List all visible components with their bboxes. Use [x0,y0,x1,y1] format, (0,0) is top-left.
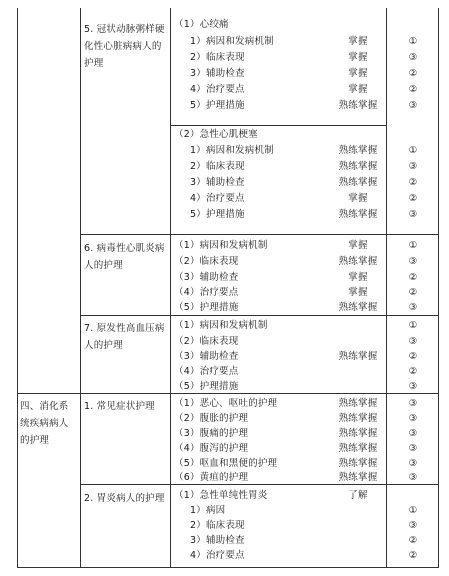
item-label: 2）临床表现 [190,161,245,172]
item-level: ① [408,320,418,331]
item-requirement: 熟练掌握 [338,177,378,188]
item-requirement: 熟练掌握 [338,443,378,454]
item-level: ③ [408,100,418,111]
row-divider-chapter-4 [17,393,438,394]
item-requirement: 熟练掌握 [338,458,378,469]
topic-7-title: 7. 原发性高血压病人的护理 [84,323,165,351]
item-level: ② [408,535,418,546]
item-label: （1）病因和发病机制 [174,240,268,251]
item-requirement: 熟练掌握 [338,472,378,483]
item-requirement: 熟练掌握 [338,256,378,267]
item-level: ② [408,177,418,188]
item-label: 3）辅助检查 [190,68,245,79]
item-level: ① [408,145,418,156]
item-label: 4）治疗要点 [190,193,245,204]
item-label: 3）辅助检查 [190,535,245,546]
chapter-4-title: 四、消化系统疾病病人的护理 [20,401,69,446]
item-level: ③ [408,520,418,531]
item-level: ② [408,550,418,561]
topic-6-title: 6. 病毒性心肌炎病人的护理 [84,243,165,271]
item-level: ③ [408,336,418,347]
item-level: ① [408,36,418,47]
item-level: ③ [408,458,418,469]
item-label: （6）黄疸的护理 [174,472,249,483]
item-level: ③ [408,472,418,483]
group-acute-gastritis-title: （1）急性单纯性胃炎 [174,490,268,501]
item-requirement: 掌握 [348,36,368,47]
item-level: ③ [408,302,418,313]
item-requirement: 熟练掌握 [338,145,378,156]
row-divider-topic-7 [81,315,438,316]
item-level: ① [408,240,418,251]
group-angina-title: （1）心绞痛 [174,19,229,30]
item-requirement: 掌握 [348,84,368,95]
item-level: ② [408,272,418,283]
item-label: 5）护理措施 [190,209,245,220]
item-requirement: 掌握 [348,240,368,251]
item-label: 1）病因和发病机制 [190,145,274,156]
item-requirement: 熟练掌握 [338,161,378,172]
item-label: 4）治疗要点 [190,84,245,95]
item-requirement: 熟练掌握 [338,398,378,409]
item-level: ③ [408,428,418,439]
item-requirement: 掌握 [348,52,368,63]
item-label: 1）病因 [190,505,226,516]
item-level: ③ [408,381,418,392]
item-level: ③ [408,413,418,424]
item-level: ③ [408,256,418,267]
item-level: ③ [408,161,418,172]
item-label: 5）护理措施 [190,100,245,111]
item-level: ② [408,366,418,377]
item-label: （4）腹泻的护理 [174,443,249,454]
row-divider-topic-6 [81,234,438,235]
item-level: ③ [408,209,418,220]
item-level: ③ [408,52,418,63]
item-requirement: 熟练掌握 [338,413,378,424]
item-label: 2）临床表现 [190,52,245,63]
item-label: （2）临床表现 [174,256,239,267]
item-label: （1）恶心、呕吐的护理 [174,398,278,409]
item-requirement: 熟练掌握 [338,302,378,313]
item-requirement: 熟练掌握 [338,100,378,111]
topic-2-title: 2. 胃炎病人的护理 [84,493,165,504]
item-requirement: 掌握 [348,193,368,204]
item-label: （5）护理措施 [174,302,239,313]
group-requirement: 了解 [348,490,368,501]
item-label: 3）辅助检查 [190,177,245,188]
item-level: ② [408,193,418,204]
item-label: （3）腹痛的护理 [174,428,249,439]
row-divider-cad-subgroup [171,125,386,126]
item-label: 2）临床表现 [190,520,245,531]
row-divider-topic-2 [81,484,438,485]
item-level: ② [408,84,418,95]
item-level: ① [408,505,418,516]
item-label: （2）腹胀的护理 [174,413,249,424]
table-border-bottom [17,567,438,568]
item-label: 4）治疗要点 [190,550,245,561]
item-label: （3）辅助检查 [174,272,239,283]
item-label: 1）病因和发病机制 [190,36,274,47]
item-requirement: 掌握 [348,287,368,298]
item-requirement: 熟练掌握 [338,209,378,220]
table-border-left [17,8,18,568]
item-label: （5）呕血和黑便的护理 [174,458,278,469]
table-border-right [438,8,439,568]
group-ami-title: （2）急性心肌梗塞 [174,129,258,140]
item-label: （1）病因和发病机制 [174,320,268,331]
item-requirement: 掌握 [348,272,368,283]
item-level: ③ [408,398,418,409]
item-requirement: 熟练掌握 [338,428,378,439]
item-requirement: 掌握 [348,68,368,79]
item-level: ③ [408,443,418,454]
item-level: ② [408,287,418,298]
item-label: （2）临床表现 [174,336,239,347]
topic-5-title: 5. 冠状动脉粥样硬化性心脏病病人的护理 [84,24,165,69]
item-label: （5）护理措施 [174,381,239,392]
item-label: （4）治疗要点 [174,287,239,298]
item-level: ② [408,68,418,79]
item-label: （4）治疗要点 [174,366,239,377]
shared-requirement: 熟练掌握 [338,351,378,362]
item-label: （3）辅助检查 [174,351,239,362]
item-level: ② [408,351,418,362]
topic-1-title: 1. 常见症状护理 [84,401,155,412]
